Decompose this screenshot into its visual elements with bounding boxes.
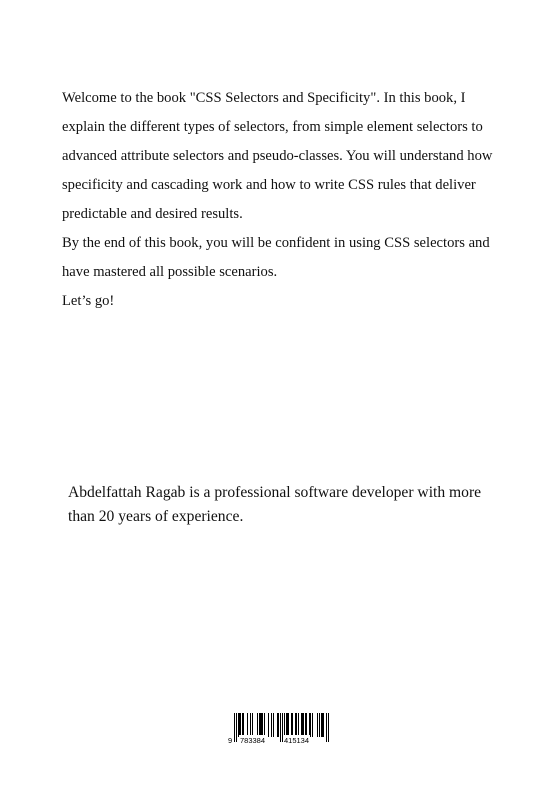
barcode-bar — [259, 713, 260, 737]
barcode-bar — [250, 713, 251, 737]
barcode-bar — [309, 713, 310, 737]
barcode-bar — [243, 713, 244, 737]
barcode-bar — [277, 713, 278, 737]
barcode-bar — [317, 713, 318, 737]
barcode-bar — [321, 713, 322, 737]
description-paragraph-2: By the end of this book, you will be confident in using CSS selectors and have mastered all possible scenarios. — [62, 235, 490, 280]
barcode-bar — [291, 713, 292, 737]
barcode-bar — [239, 713, 240, 737]
barcode-bar — [287, 713, 288, 737]
barcode-bar — [312, 713, 313, 737]
barcode-bar — [268, 713, 269, 737]
barcode-bar — [278, 713, 279, 737]
barcode-bar — [319, 713, 320, 737]
barcode-bar — [295, 713, 296, 737]
barcode-bar — [262, 713, 263, 737]
description-paragraph-1: Welcome to the book "CSS Selectors and Specificity". In this book, I explain the different types of selectors, from simple element selectors to advanced attribute selectors and pseudo-classes. You will understand how specificity and cascading work and how to write CSS rules that deliver predictable and desired results. — [62, 90, 493, 222]
barcode-bar — [252, 713, 253, 737]
barcode-bar — [247, 713, 248, 737]
barcode-left-digits: 783384 — [240, 736, 266, 745]
isbn-barcode — [228, 713, 332, 746]
book-description — [62, 84, 507, 316]
barcode-bar — [322, 713, 323, 737]
barcode-bar — [286, 713, 287, 737]
barcode-bar — [303, 713, 304, 737]
barcode-lead-digit: 9 — [228, 736, 233, 745]
barcode-bar — [264, 713, 265, 737]
barcode-bar — [273, 713, 274, 737]
description-paragraph-3: Let’s go! — [62, 293, 115, 309]
barcode-bar — [296, 713, 297, 737]
barcode-bar — [284, 713, 285, 737]
barcode-bar — [302, 713, 303, 737]
barcode-bar — [238, 713, 239, 737]
barcode-bar — [271, 713, 272, 737]
barcode-bar — [240, 713, 241, 737]
barcode-bar — [301, 713, 302, 737]
barcode-bar — [310, 713, 311, 737]
barcode-right-digits: 415134 — [284, 736, 310, 745]
barcode-bar — [298, 713, 299, 737]
barcode-digits — [228, 735, 332, 746]
barcode-bar — [288, 713, 289, 737]
barcode-bar — [306, 713, 307, 737]
barcode-bar — [242, 713, 243, 737]
barcode-bar — [261, 713, 262, 737]
barcode-bar — [305, 713, 306, 737]
barcode-bar — [292, 713, 293, 737]
barcode-bar — [260, 713, 261, 737]
author-bio: Abdelfattah Ragab is a professional software developer with more than 20 years of experience. — [68, 484, 482, 525]
barcode-bar — [323, 713, 324, 737]
barcode-bar — [257, 713, 258, 737]
